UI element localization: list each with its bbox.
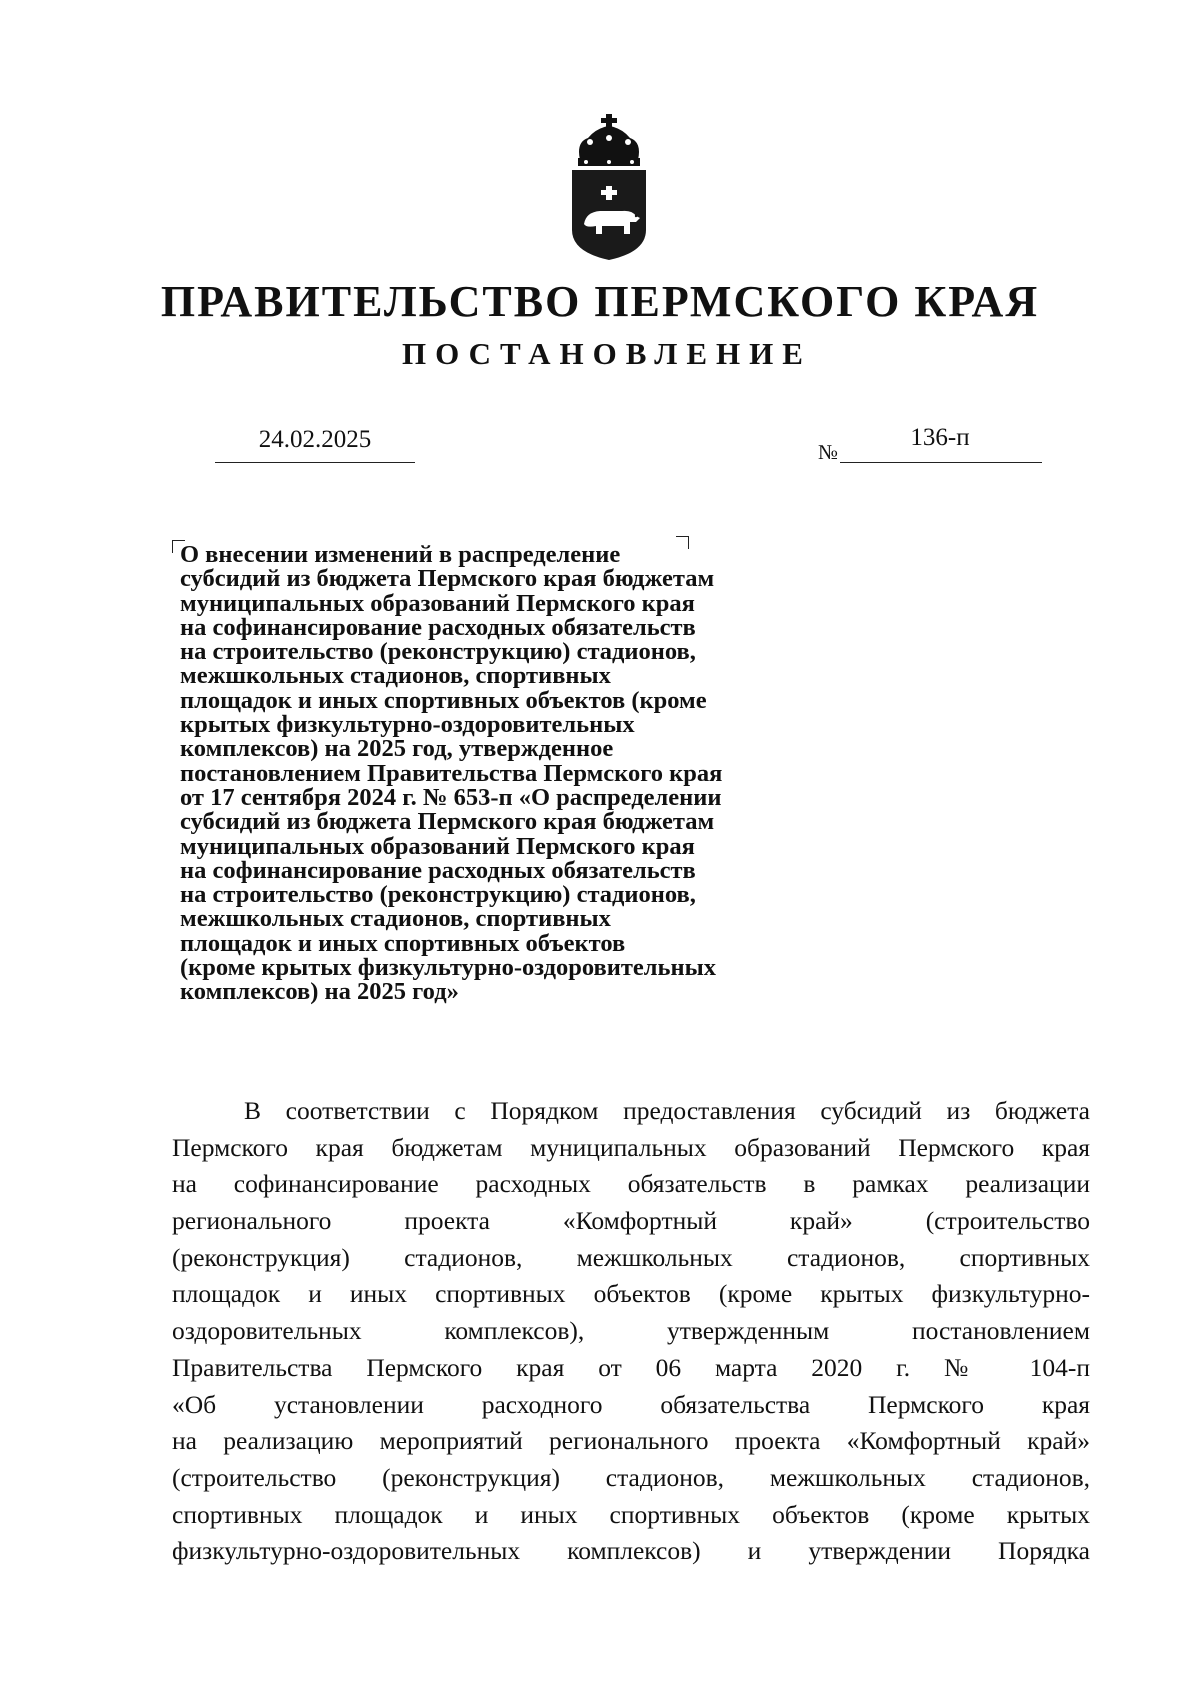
body-line: «Об установлении расходного обязательства Пермского края: [172, 1389, 1090, 1419]
subject-line: муниципальных образований Пермского края: [180, 832, 695, 860]
subject-line: постановлением Правительства Пермского края: [180, 759, 723, 787]
subject-line: на софинансирование расходных обязательств: [180, 856, 696, 884]
body-line: (реконструкция) стадионов, межшкольных стадионов, спортивных: [172, 1242, 1090, 1272]
subject-line: субсидий из бюджета Пермского края бюджетам: [180, 808, 715, 836]
body-line: оздоровительных комплексов), утвержденным постановлением: [172, 1316, 1090, 1346]
subject-heading: [180, 543, 830, 1005]
subject-line: комплексов) на 2025 год, утвержденное: [180, 735, 614, 763]
body-line: на софинансирование расходных обязательств в рамках реализации: [172, 1169, 1090, 1199]
subject-line: на софинансирование расходных обязательств: [180, 613, 696, 641]
body-line: на реализацию мероприятий регионального проекта «Комфортный край»: [172, 1426, 1090, 1456]
subject-line: площадок и иных спортивных объектов (кроме: [180, 686, 707, 714]
body-line: площадок и иных спортивных объектов (кроме крытых физкультурно-: [172, 1279, 1090, 1309]
document-number: 136-п: [910, 424, 970, 451]
body-line: регионального проекта «Комфортный край» (строительство: [172, 1206, 1090, 1236]
body-line: (строительство (реконструкция) стадионов, межшкольных стадионов,: [172, 1462, 1090, 1492]
subject-line: межшкольных стадионов, спортивных: [180, 905, 611, 933]
number-sign: №: [818, 440, 839, 464]
subject-line: субсидий из бюджета Пермского края бюджетам: [180, 565, 715, 593]
document-date: 24.02.2025: [258, 426, 372, 453]
subject-line: от 17 сентября 2024 г. № 653-п «О распределении: [180, 783, 722, 811]
subject-line: на строительство (реконструкцию) стадионов,: [180, 881, 696, 909]
body-line: Пермского края бюджетам муниципальных образований Пермского края: [172, 1132, 1090, 1162]
body-line: физкультурно-оздоровительных комплексов) и утверждении Порядка: [172, 1536, 1090, 1566]
subject-line: межшкольных стадионов, спортивных: [180, 662, 611, 690]
subject-line: крытых физкультурно-оздоровительных: [180, 711, 635, 739]
perm-krai-coat-of-arms-icon: [566, 112, 652, 262]
subject-line: муниципальных образований Пермского края: [180, 589, 695, 617]
subject-line: (кроме крытых физкультурно-оздоровительных: [180, 954, 716, 982]
organization-title: ПРАВИТЕЛЬСТВО ПЕРМСКОГО КРАЯ: [160, 277, 1040, 326]
body-line: Правительства Пермского края от 06 марта 2020 г. № 104-п: [172, 1352, 1090, 1382]
subject-line: на строительство (реконструкцию) стадионов,: [180, 638, 696, 666]
subject-line: площадок и иных спортивных объектов: [180, 929, 626, 957]
date-underline: [215, 462, 415, 463]
subject-line: О внесении изменений в распределение: [180, 541, 621, 568]
subject-line: комплексов) на 2025 год»: [180, 978, 459, 1006]
body-line: спортивных площадок и иных спортивных объектов (кроме крытых: [172, 1499, 1090, 1529]
body-paragraph: [172, 1093, 1090, 1570]
number-underline: [840, 462, 1042, 463]
document-type-title: ПОСТАНОВЛЕНИЕ: [402, 336, 812, 371]
body-line: В соответствии с Порядком предоставления субсидий из бюджета: [244, 1096, 1090, 1125]
